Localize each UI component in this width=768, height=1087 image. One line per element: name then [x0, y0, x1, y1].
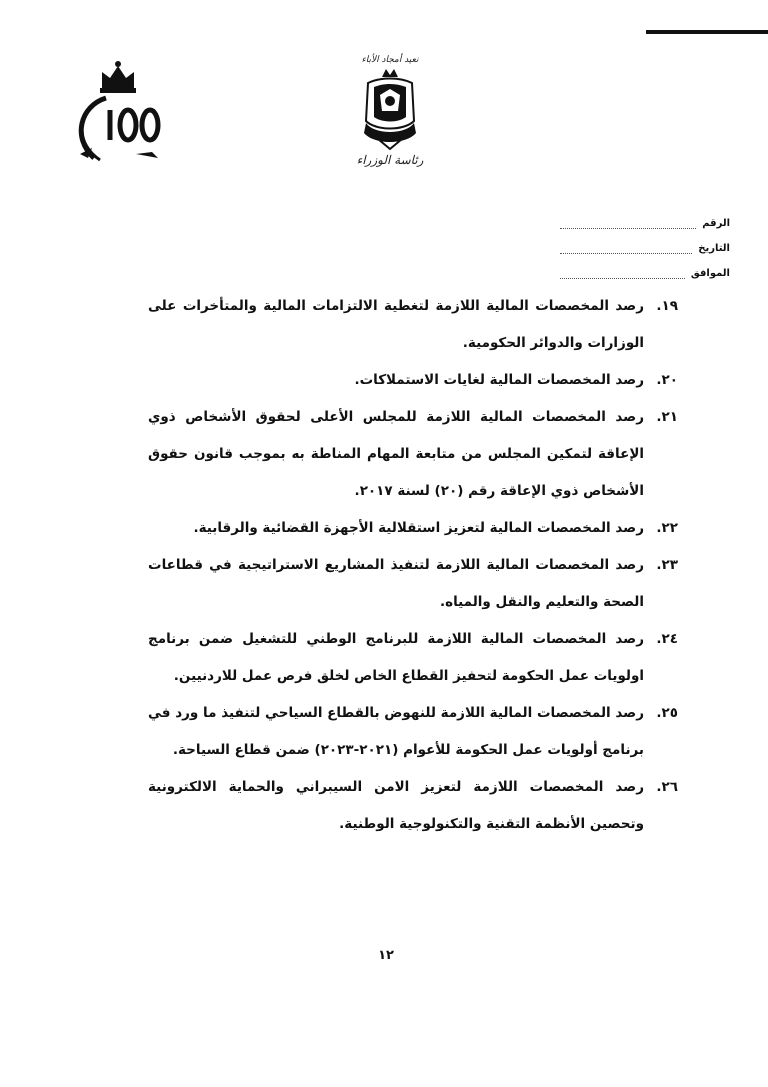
item-text: رصد المخصصات المالية اللازمة لتنفيذ المشاريع الاستراتيجية في قطاعات الصحة والتعليم والنقل والمياه.	[148, 557, 644, 610]
item-text: رصد المخصصات المالية اللازمة للمجلس الأعلى لحقوق الأشخاص ذوي الإعاقة لتمكين المجلس من متابعة المهام المناطة به بموجب قانون حقوق الأشخاص ذوي الإعاقة رقم (٢٠) لسنة ٢٠١٧.	[148, 409, 644, 499]
item-number: ٢٢.	[656, 520, 678, 536]
item-number: ١٩.	[656, 298, 678, 314]
ref-corresponding-row	[560, 261, 730, 286]
item-list	[148, 288, 678, 843]
list-item	[148, 621, 678, 695]
coat-of-arms	[352, 55, 428, 185]
list-item	[148, 288, 678, 362]
item-number: ٢١.	[656, 409, 678, 425]
ref-corresponding-label: الموافق	[690, 268, 730, 279]
page-number: ١٢	[378, 948, 394, 963]
item-text: رصد المخصصات المالية اللازمة للنهوض بالقطاع السياحي لتنفيذ ما ورد في برنامج أولويات عمل الحكومة للأعوام (٢٠٢١-٢٠٢٣) ضمن قطاع السياحة.	[148, 705, 644, 758]
item-number: ٢٣.	[656, 557, 678, 573]
ref-number-blank	[560, 218, 696, 229]
list-item	[148, 510, 678, 547]
crown-laurel-icon	[66, 58, 176, 168]
ref-date-blank	[560, 243, 692, 254]
item-number: ٢٦.	[656, 779, 678, 795]
item-number: ٢٥.	[656, 705, 678, 721]
coat-of-arms-icon	[360, 65, 420, 151]
list-item	[148, 695, 678, 769]
reference-fields	[560, 211, 730, 286]
item-text: رصد المخصصات اللازمة لتعزيز الامن السيبراني والحماية الالكترونية وتحصين الأنظمة التقنية والتكنولوجية الوطنية.	[148, 779, 644, 832]
ref-number-row	[560, 211, 730, 236]
list-item	[148, 769, 678, 843]
list-item	[148, 547, 678, 621]
centennial-logo	[66, 58, 176, 168]
item-number: ٢٤.	[656, 631, 678, 647]
ref-number-label: الرقم	[702, 218, 730, 229]
ref-date-row	[560, 236, 730, 261]
emblem-caption: رئاسة الوزراء	[356, 153, 424, 167]
ref-date-label: التاريخ	[698, 243, 730, 254]
list-item	[148, 362, 678, 399]
emblem-motto: نعيد أمجاد الأباء	[361, 55, 419, 65]
ref-corresponding-blank	[560, 268, 685, 279]
item-text: رصد المخصصات المالية لتعزيز استقلالية الأجهزة القضائية والرقابية.	[193, 520, 644, 536]
item-number: ٢٠.	[656, 372, 678, 388]
item-text: رصد المخصصات المالية اللازمة لتغطية الالتزامات المالية والمتأخرات على الوزارات والدوائر الحكومية.	[148, 298, 644, 351]
item-text: رصد المخصصات المالية لغايات الاستملاكات.	[354, 372, 644, 388]
item-text: رصد المخصصات المالية اللازمة للبرنامج الوطني للتشغيل ضمن برنامج اولويات عمل الحكومة لتحفيز القطاع الخاص لخلق فرص عمل للاردنيين.	[148, 631, 644, 684]
list-item	[148, 399, 678, 510]
top-rule	[646, 30, 768, 34]
